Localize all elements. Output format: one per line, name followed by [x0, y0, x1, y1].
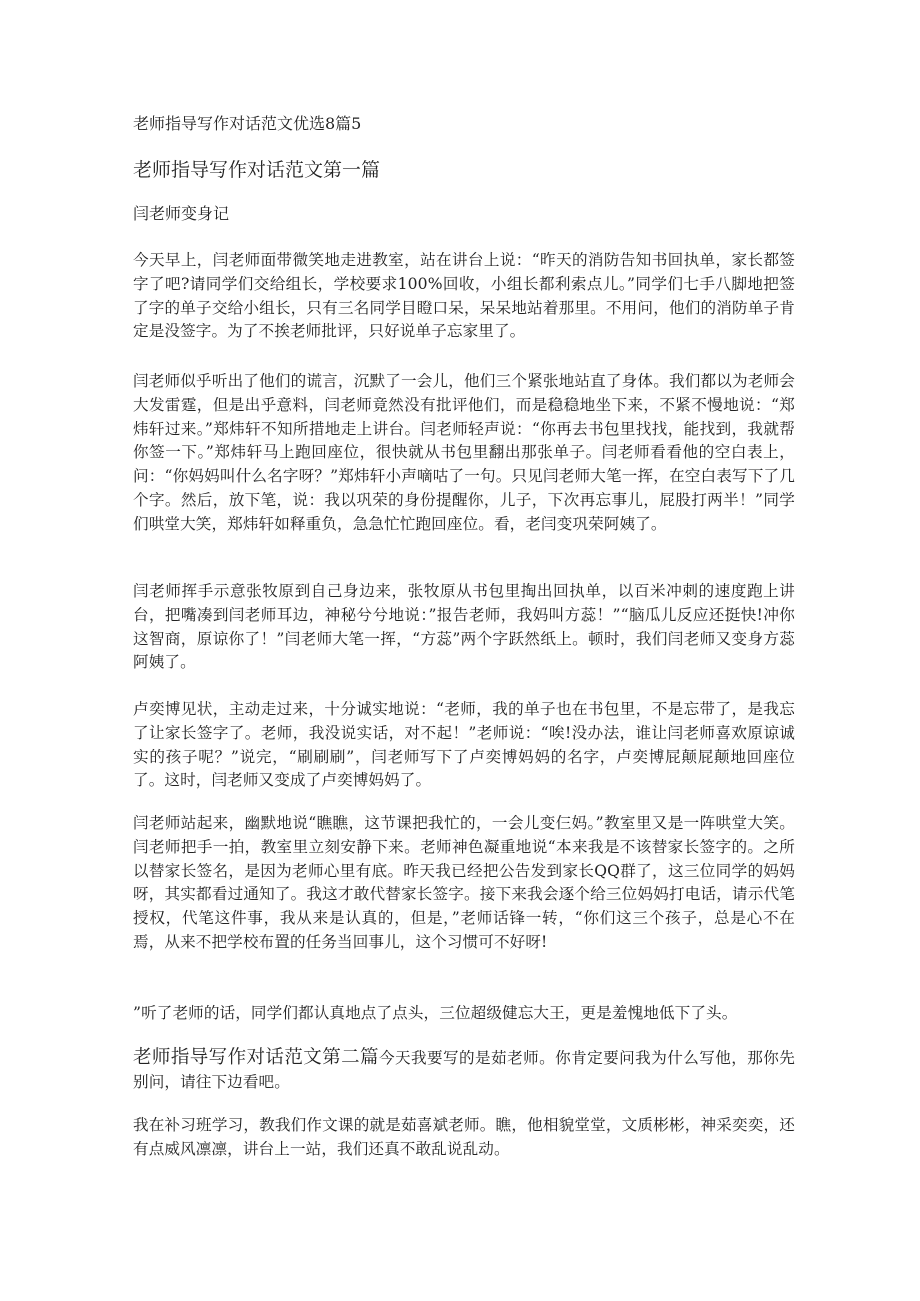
section-2-intro-block	[133, 1046, 795, 1095]
document-title: 老师指导写作对话范文优选8篇5	[133, 114, 362, 133]
paragraph-6: ”听了老师的话，同学们都认真地点了点头，三位超级健忘大王，更是羞愧地低下了头。	[133, 1004, 738, 1022]
paragraph-1: 今天早上，闫老师面带微笑地走进教室，站在讲台上说：“昨天的消防告知书回执单，家长都签字了吧?请同学们交给组长，学校要求100%回收，小组长都利索点儿。”同学们七手八脚地把签了字的单子交给小组长，只有三名同学目瞪口呆，呆呆地站着那里。不用问，他们的消防单子肯定是没签字。为了不挨老师批评，只好说单子忘家里了。	[133, 251, 795, 341]
section-heading-1: 老师指导写作对话范文第一篇	[133, 159, 381, 181]
paragraph-5: 闫老师站起来，幽默地说“瞧瞧，这节课把我忙的，一会儿变仨妈。”教室里又是一阵哄堂大笑。闫老师把手一拍，教室里立刻安静下来。老师神色凝重地说“本来我是不该替家长签字的。之所以替家长签名，是因为老师心里有底。昨天我已经把公告发到家长QQ群了，这三位同学的妈妈呀，其实都看过通知了。我这才敢代替家长签字。接下来我会逐个给三位妈妈打电话，请示代笔授权，代笔这件事，我从来是认真的，但是，”老师话锋一转，“你们这三个孩子，总是心不在焉，从来不把学校布置的任务当回事儿，这个习惯可不好呀!	[133, 814, 795, 951]
section-2-paragraph: 我在补习班学习，教我们作文课的就是茹喜斌老师。瞧，他相貌堂堂，文质彬彬，神采奕奕，还有点威风凛凛，讲台上一站，我们还真不敢乱说乱动。	[133, 1116, 795, 1158]
section-2-intro: 今天我要写的是茹老师。你肯定要问我为什么写他，那你先别问，请往下边看吧。	[133, 1049, 795, 1091]
paragraph-3: 闫老师挥手示意张牧原到自己身边来，张牧原从书包里掏出回执单，以百米冲刺的速度跑上讲台，把嘴凑到闫老师耳边，神秘兮兮地说：”报告老师，我妈叫方蕊！”“脑瓜儿反应还挺快!冲你这智商，原谅你了！”闫老师大笔一挥，“方蕊”两个字跃然纸上。顿时，我们闫老师又变身方蕊阿姨了。	[133, 582, 795, 672]
section-heading-2: 老师指导写作对话范文第二篇	[133, 1047, 379, 1068]
paragraph-4: 卢奕博见状，主动走过来，十分诚实地说：“老师，我的单子也在书包里，不是忘带了，是我忘了让家长签字了。老师，我没说实话，对不起！”老师说：“唉!没办法，谁让闫老师喜欢原谅诚实的孩子呢？”说完，“刷刷刷”，闫老师写下了卢奕博妈妈的名字，卢奕博屁颠屁颠地回座位了。这时，闫老师又变成了卢奕博妈妈了。	[133, 700, 795, 790]
story-title: 闫老师变身记	[133, 204, 230, 223]
paragraph-2: 闫老师似乎听出了他们的谎言，沉默了一会儿，他们三个紧张地站直了身体。我们都以为老师会大发雷霆，但是出乎意料，闫老师竟然没有批评他们，而是稳稳地坐下来，不紧不慢地说：“郑炜轩过来。”郑炜轩不知所措地走上讲台。闫老师轻声说：“你再去书包里找找，能找到，我就帮你签一下。”郑炜轩马上跑回座位，很快就从书包里翻出那张单子。闫老师看看他的空白表上，问：“你妈妈叫什么名字呀？”郑炜轩小声嘀咕了一句。只见闫老师大笔一挥，在空白表写下了几个字。然后，放下笔，说：我以巩荣的身份提醒你，儿子，下次再忘事儿，屁股打两半！”同学们哄堂大笑，郑炜轩如释重负，急急忙忙跑回座位。看，老闫变巩荣阿姨了。	[133, 372, 795, 533]
